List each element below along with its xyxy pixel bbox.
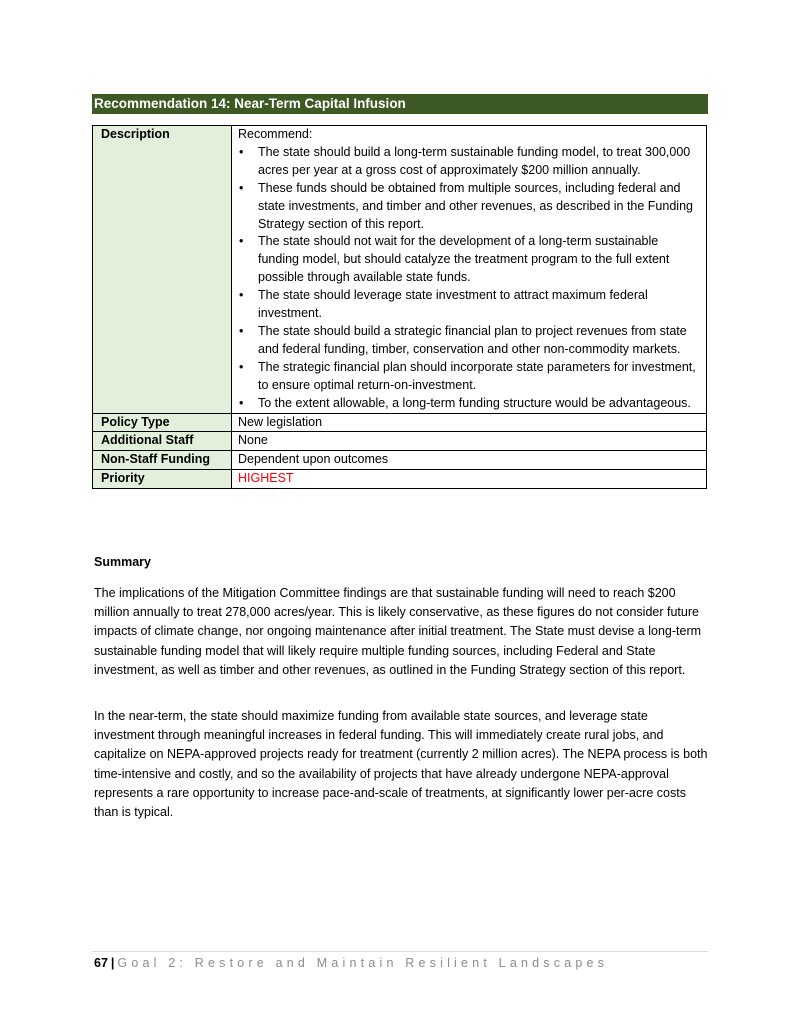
row-label: Non-Staff Funding bbox=[93, 451, 232, 470]
page-footer bbox=[94, 955, 608, 971]
table-row-policy-type bbox=[93, 413, 707, 432]
bullet-item: • These funds should be obtained from multiple sources, including federal and state investments, and timber and other revenues, as described in the Funding Strategy section of this report. bbox=[252, 180, 700, 234]
row-value: Dependent upon outcomes bbox=[232, 451, 707, 470]
bullet-item: • The strategic financial plan should incorporate state parameters for investment, to ensure optimal return-on-investment. bbox=[252, 359, 700, 395]
recommendation-title: Recommendation 14: Near-Term Capital Infusion bbox=[92, 94, 708, 114]
summary-paragraph: In the near-term, the state should maximize funding from available state sources, and leverage state investment through meaningful increases in federal funding. This will immediately create rural jobs, and capitalize on NEPA-approved projects ready for treatment (currently 2 million acres). The NEPA process is both time-intensive and costly, and so the availability of projects that have already undergone NEPA-approval represents a rare opportunity to increase pace-and-scale of treatments, at significantly lower per-acre costs than is typical. bbox=[94, 709, 708, 820]
bullet-item: • The state should not wait for the development of a long-term sustainable funding model, but should catalyze the treatment program to the full extent possible through available state funds. bbox=[252, 233, 700, 287]
bullet-item: • The state should build a long-term sustainable funding model, to treat 300,000 acres per year at a gross cost of approximately $200 million annually. bbox=[252, 144, 700, 180]
page-number: 67 bbox=[94, 956, 108, 970]
row-label: Description bbox=[93, 126, 232, 414]
summary-heading: Summary bbox=[94, 555, 151, 569]
description-intro: Recommend: bbox=[238, 127, 313, 141]
recommendation-table bbox=[92, 125, 707, 489]
table-row-priority bbox=[93, 470, 707, 489]
row-label: Policy Type bbox=[93, 413, 232, 432]
description-cell bbox=[232, 126, 707, 414]
table-row-non-staff-funding bbox=[93, 451, 707, 470]
bullet-item: • To the extent allowable, a long-term funding structure would be advantageous. bbox=[252, 395, 700, 413]
priority-value: HIGHEST bbox=[232, 470, 707, 489]
row-label: Priority bbox=[93, 470, 232, 489]
row-label: Additional Staff bbox=[93, 432, 232, 451]
row-value: None bbox=[232, 432, 707, 451]
summary-paragraph: The implications of the Mitigation Committee findings are that sustainable funding will need to reach $200 million annually to treat 278,000 acres/year. This is likely conservative, as these figures do not consider future impacts of climate change, nor ongoing maintenance after initial treatment. The State must devise a long-term sustainable funding model that will likely require multiple funding sources, including Federal and State investment, as well as timber and other revenues, as outlined in the Funding Strategy section of this report. bbox=[94, 586, 702, 677]
footer-section-title: Goal 2: Restore and Maintain Resilient Landscapes bbox=[117, 956, 609, 970]
description-bullet-list bbox=[238, 144, 700, 413]
table-row-description bbox=[93, 126, 707, 414]
row-value: New legislation bbox=[232, 413, 707, 432]
footer-divider bbox=[92, 951, 708, 952]
bullet-item: • The state should leverage state investment to attract maximum federal investment. bbox=[252, 287, 700, 323]
bullet-item: • The state should build a strategic financial plan to project revenues from state and federal funding, timber, conservation and other non-commodity markets. bbox=[252, 323, 700, 359]
table-row-additional-staff bbox=[93, 432, 707, 451]
footer-separator: | bbox=[110, 956, 115, 970]
